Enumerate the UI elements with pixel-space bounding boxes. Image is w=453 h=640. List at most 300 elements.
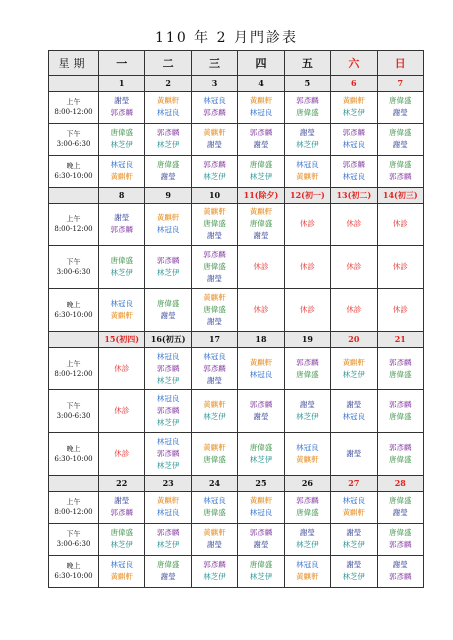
date-cell: 11(除夕) [238,187,284,203]
schedule-cell [99,91,145,123]
doctor-name: 林冠良 [342,140,366,150]
date-cell: 18 [238,331,284,347]
page-title: 110 年 2 月門診表 [155,30,298,46]
weekday-header-label: 星期 [49,51,99,76]
doctor-name: 謝瑩 [299,528,315,538]
date-cell: 8 [99,187,145,203]
doctor-name: 郭彥麟 [389,540,412,550]
schedule-cell [331,289,377,332]
doctor-name: 謝瑩 [253,231,269,241]
weekday-wed: 三 [191,51,237,76]
slot-label-period: 晚上 [66,562,81,571]
schedule-cell [284,246,330,289]
slot-label-time: 6:30-10:00 [54,572,93,581]
doctor-name: 林冠良 [156,225,180,235]
doctor-name: 郭彥麟 [249,528,273,538]
slot-label-period: 下午 [66,402,81,411]
schedule-cell [145,155,191,187]
doctor-name: 林冠良 [156,436,180,446]
doctor-name: 林芝伊 [249,454,273,464]
date-cell: 15(初四) [99,331,145,347]
slot-row [49,289,424,332]
doctor-name: 謝瑩 [392,140,408,150]
date-row [49,75,424,91]
doctor-name: 林芝伊 [156,460,180,470]
doctor-name: 唐偉盛 [389,96,412,106]
closed-label: 休診 [253,262,269,272]
doctor-name: 林芝伊 [156,268,180,278]
weekday-header-row [49,51,424,76]
schedule-body [49,51,424,588]
date-row [49,475,424,491]
schedule-cell [284,491,330,523]
schedule-cell [377,246,423,289]
date-cell: 4 [238,75,284,91]
doctor-name: 唐偉盛 [203,454,226,464]
schedule-cell [377,123,423,155]
doctor-name: 郭彥麟 [296,96,319,106]
doctor-name: 謝瑩 [346,448,362,458]
schedule-cell [377,91,423,123]
slot-label-period: 晚上 [66,300,81,309]
doctor-name: 林芝伊 [249,572,273,582]
schedule-cell [191,433,237,476]
doctor-name: 唐偉盛 [249,442,273,452]
schedule-cell [238,347,284,390]
schedule-cell [238,246,284,289]
date-cell: 25 [238,475,284,491]
doctor-name: 郭彥麟 [110,108,133,118]
schedule-cell [191,289,237,332]
doctor-name: 林芝伊 [342,572,366,582]
schedule-cell [191,555,237,587]
schedule-cell [238,203,284,246]
schedule-cell [377,155,423,187]
schedule-cell [331,155,377,187]
doctor-name: 郭彥麟 [156,363,180,373]
schedule-cell [145,347,191,390]
doctor-name: 謝瑩 [207,140,223,150]
closed-label: 休診 [114,448,130,458]
doctor-name: 謝瑩 [207,316,223,326]
date-cell: 28 [377,475,423,491]
doctor-name: 林冠良 [296,160,319,170]
schedule-cell [284,123,330,155]
weekday-sat: 六 [331,51,377,76]
slot-label-time: 8:00-12:00 [54,369,93,378]
doctor-name: 林芝伊 [203,572,226,582]
date-cell: 10 [191,187,237,203]
doctor-name: 謝瑩 [299,128,315,138]
slot-label-time: 8:00-12:00 [54,508,93,517]
date-cell: 5 [284,75,330,91]
doctor-name: 郭彥麟 [389,172,412,182]
schedule-cell [377,555,423,587]
slot-label-time: 3:00-6:30 [56,540,91,549]
slot-label-time: 3:00-6:30 [56,140,91,149]
schedule-cell [238,491,284,523]
doctor-name: 林芝伊 [110,268,133,278]
doctor-name: 黃麒軒 [156,213,180,223]
schedule-cell [331,390,377,433]
slot-label [49,203,99,246]
doctor-name: 謝瑩 [160,572,176,582]
slot-row [49,347,424,390]
doctor-name: 謝瑩 [160,310,176,320]
closed-label: 休診 [392,219,408,229]
schedule-cell [145,123,191,155]
doctor-name: 謝瑩 [114,496,130,506]
doctor-name: 郭彥麟 [296,357,319,367]
date-row-blank [49,475,99,491]
slot-label-period: 上午 [66,215,81,224]
doctor-name: 林冠良 [296,560,319,570]
date-cell: 6 [331,75,377,91]
schedule-cell [99,203,145,246]
doctor-name: 林芝伊 [296,412,319,422]
schedule-cell [99,289,145,332]
weekday-thu: 四 [238,51,284,76]
weekday-mon: 一 [99,51,145,76]
slot-row [49,91,424,123]
doctor-name: 謝瑩 [253,540,269,550]
doctor-name: 唐偉盛 [203,304,226,314]
doctor-name: 林冠良 [296,442,319,452]
doctor-name: 黃麒軒 [296,572,319,582]
doctor-name: 林冠良 [249,369,273,379]
doctor-name: 唐偉盛 [110,128,133,138]
doctor-name: 郭彥麟 [156,256,180,266]
date-cell: 20 [331,331,377,347]
doctor-name: 唐偉盛 [203,508,226,518]
closed-label: 休診 [392,304,408,314]
slot-row [49,523,424,555]
doctor-name: 林芝伊 [296,540,319,550]
doctor-name: 謝瑩 [299,400,315,410]
clinic-schedule-table [48,50,424,588]
doctor-name: 林冠良 [156,394,180,404]
schedule-cell [331,433,377,476]
slot-row [49,155,424,187]
doctor-name: 林冠良 [249,508,273,518]
date-cell: 13(初二) [331,187,377,203]
date-row-blank [49,75,99,91]
doctor-name: 林芝伊 [342,369,366,379]
schedule-cell [331,523,377,555]
doctor-name: 郭彥麟 [203,250,226,260]
doctor-name: 林冠良 [203,496,226,506]
closed-label: 休診 [114,363,130,373]
slot-label [49,347,99,390]
doctor-name: 林冠良 [110,160,133,170]
slot-row [49,123,424,155]
date-cell: 2 [145,75,191,91]
schedule-cell [191,523,237,555]
date-cell: 26 [284,475,330,491]
schedule-cell [331,555,377,587]
schedule-cell [284,155,330,187]
doctor-name: 唐偉盛 [110,528,133,538]
date-cell: 1 [99,75,145,91]
doctor-name: 林冠良 [342,412,366,422]
doctor-name: 謝瑩 [207,375,223,385]
doctor-name: 林冠良 [342,496,366,506]
schedule-cell [191,155,237,187]
doctor-name: 黃麒軒 [110,572,133,582]
schedule-cell [284,203,330,246]
doctor-name: 黃麒軒 [249,207,273,217]
schedule-cell [284,91,330,123]
doctor-name: 唐偉盛 [389,369,412,379]
doctor-name: 謝瑩 [346,560,362,570]
doctor-name: 黃麒軒 [110,172,133,182]
closed-label: 休診 [114,406,130,416]
schedule-cell [191,91,237,123]
doctor-name: 謝瑩 [207,231,223,241]
slot-label-period: 晚上 [66,444,81,453]
doctor-name: 林芝伊 [296,140,319,150]
schedule-cell [191,491,237,523]
doctor-name: 郭彥麟 [249,400,273,410]
doctor-name: 郭彥麟 [203,160,226,170]
date-row [49,331,424,347]
weekday-sun: 日 [377,51,423,76]
slot-label-time: 3:00-6:30 [56,268,91,277]
schedule-cell [191,347,237,390]
doctor-name: 黃麒軒 [110,310,133,320]
date-cell: 9 [145,187,191,203]
doctor-name: 謝瑩 [253,412,269,422]
schedule-cell [99,123,145,155]
doctor-name: 黃麒軒 [203,128,226,138]
doctor-name: 謝瑩 [392,108,408,118]
closed-label: 休診 [346,304,362,314]
schedule-cell [377,203,423,246]
doctor-name: 黃麒軒 [249,357,273,367]
doctor-name: 唐偉盛 [203,219,226,229]
schedule-cell [377,289,423,332]
closed-label: 休診 [346,219,362,229]
doctor-name: 林冠良 [203,351,226,361]
doctor-name: 黃麒軒 [342,357,366,367]
schedule-cell [191,390,237,433]
doctor-name: 郭彥麟 [110,508,133,518]
doctor-name: 郭彥麟 [203,560,226,570]
slot-label [49,433,99,476]
doctor-name: 唐偉盛 [156,560,180,570]
doctor-name: 郭彥麟 [342,128,366,138]
schedule-cell [238,91,284,123]
schedule-cell [284,433,330,476]
doctor-name: 謝瑩 [207,540,223,550]
schedule-cell [145,433,191,476]
slot-label-period: 下午 [66,530,81,539]
doctor-name: 黃麒軒 [203,442,226,452]
doctor-name: 謝瑩 [207,274,223,284]
schedule-cell [99,555,145,587]
schedule-cell [331,123,377,155]
doctor-name: 黃麒軒 [296,454,319,464]
doctor-name: 林冠良 [203,96,226,106]
doctor-name: 林冠良 [156,351,180,361]
doctor-name: 林芝伊 [203,172,226,182]
doctor-name: 謝瑩 [392,560,408,570]
schedule-cell [238,433,284,476]
slot-label [49,123,99,155]
doctor-name: 郭彥麟 [342,160,366,170]
slot-label-period: 上午 [66,98,81,107]
date-cell: 3 [191,75,237,91]
doctor-name: 黃麒軒 [249,96,273,106]
slot-label [49,555,99,587]
doctor-name: 謝瑩 [160,172,176,182]
slot-label [49,91,99,123]
schedule-cell [191,123,237,155]
doctor-name: 林芝伊 [203,412,226,422]
doctor-name: 唐偉盛 [296,369,319,379]
date-cell: 23 [145,475,191,491]
doctor-name: 林芝伊 [156,140,180,150]
schedule-cell [331,246,377,289]
schedule-cell [331,91,377,123]
slot-row [49,390,424,433]
schedule-cell [238,123,284,155]
doctor-name: 唐偉盛 [203,262,226,272]
slot-label-period: 上午 [66,359,81,368]
slot-label-time: 3:00-6:30 [56,412,91,421]
doctor-name: 林冠良 [156,108,180,118]
slot-row [49,491,424,523]
schedule-cell [284,347,330,390]
closed-label: 休診 [299,262,315,272]
schedule-cell [99,347,145,390]
doctor-name: 唐偉盛 [389,160,412,170]
schedule-cell [191,203,237,246]
schedule-cell [377,347,423,390]
slot-label [49,491,99,523]
doctor-name: 黃麒軒 [203,207,226,217]
doctor-name: 郭彥麟 [249,128,273,138]
schedule-cell [99,523,145,555]
slot-label [49,155,99,187]
date-cell: 12(初一) [284,187,330,203]
doctor-name: 林冠良 [110,560,133,570]
date-cell: 19 [284,331,330,347]
doctor-name: 林冠良 [249,108,273,118]
date-cell: 14(初三) [377,187,423,203]
schedule-cell [284,555,330,587]
doctor-name: 黃麒軒 [342,508,366,518]
doctor-name: 唐偉盛 [389,128,412,138]
doctor-name: 黃麒軒 [156,96,180,106]
slot-row [49,246,424,289]
slot-label-period: 晚上 [66,162,81,171]
schedule-cell [145,203,191,246]
slot-label [49,390,99,433]
schedule-cell [331,203,377,246]
closed-label: 休診 [392,262,408,272]
doctor-name: 郭彥麟 [389,400,412,410]
doctor-name: 黃麒軒 [249,496,273,506]
slot-label-time: 8:00-12:00 [54,225,93,234]
doctor-name: 林芝伊 [156,540,180,550]
schedule-cell [377,433,423,476]
slot-label-time: 6:30-10:00 [54,172,93,181]
schedule-cell [145,390,191,433]
slot-label-time: 8:00-12:00 [54,108,93,117]
doctor-name: 林芝伊 [249,172,273,182]
doctor-name: 林冠良 [342,172,366,182]
schedule-cell [238,555,284,587]
doctor-name: 郭彥麟 [389,357,412,367]
doctor-name: 唐偉盛 [156,298,180,308]
date-cell: 22 [99,475,145,491]
slot-label-period: 上午 [66,498,81,507]
doctor-name: 謝瑩 [346,400,362,410]
schedule-cell [331,491,377,523]
doctor-name: 謝瑩 [392,508,408,518]
schedule-cell [145,523,191,555]
slot-label [49,523,99,555]
date-cell: 7 [377,75,423,91]
doctor-name: 謝瑩 [114,96,130,106]
date-cell: 16(初五) [145,331,191,347]
closed-label: 休診 [299,304,315,314]
schedule-cell [284,289,330,332]
date-cell: 17 [191,331,237,347]
closed-label: 休診 [299,219,315,229]
schedule-cell [145,289,191,332]
doctor-name: 郭彥麟 [156,406,180,416]
slot-label-time: 6:30-10:00 [54,454,93,463]
doctor-name: 林冠良 [110,298,133,308]
closed-label: 休診 [346,262,362,272]
doctor-name: 郭彥麟 [110,225,133,235]
date-row-blank [49,331,99,347]
doctor-name: 唐偉盛 [389,454,412,464]
schedule-cell [99,491,145,523]
slot-row [49,433,424,476]
schedule-cell [331,347,377,390]
slot-row [49,555,424,587]
schedule-cell [238,289,284,332]
date-cell: 24 [191,475,237,491]
doctor-name: 唐偉盛 [296,508,319,518]
slot-label-period: 下午 [66,258,81,267]
doctor-name: 黃麒軒 [203,400,226,410]
doctor-name: 林芝伊 [156,375,180,385]
doctor-name: 唐偉盛 [156,160,180,170]
slot-label-time: 6:30-10:00 [54,310,93,319]
weekday-tue: 二 [145,51,191,76]
slot-row [49,203,424,246]
doctor-name: 林芝伊 [110,140,133,150]
weekday-fri: 五 [284,51,330,76]
schedule-cell [145,491,191,523]
doctor-name: 唐偉盛 [249,219,273,229]
doctor-name: 郭彥麟 [203,363,226,373]
doctor-name: 郭彥麟 [156,528,180,538]
date-cell: 21 [377,331,423,347]
doctor-name: 唐偉盛 [249,560,273,570]
schedule-cell [145,91,191,123]
doctor-name: 唐偉盛 [296,108,319,118]
doctor-name: 郭彥麟 [389,572,412,582]
doctor-name: 林冠良 [156,508,180,518]
doctor-name: 黃麒軒 [296,172,319,182]
schedule-cell [284,390,330,433]
doctor-name: 林芝伊 [342,108,366,118]
